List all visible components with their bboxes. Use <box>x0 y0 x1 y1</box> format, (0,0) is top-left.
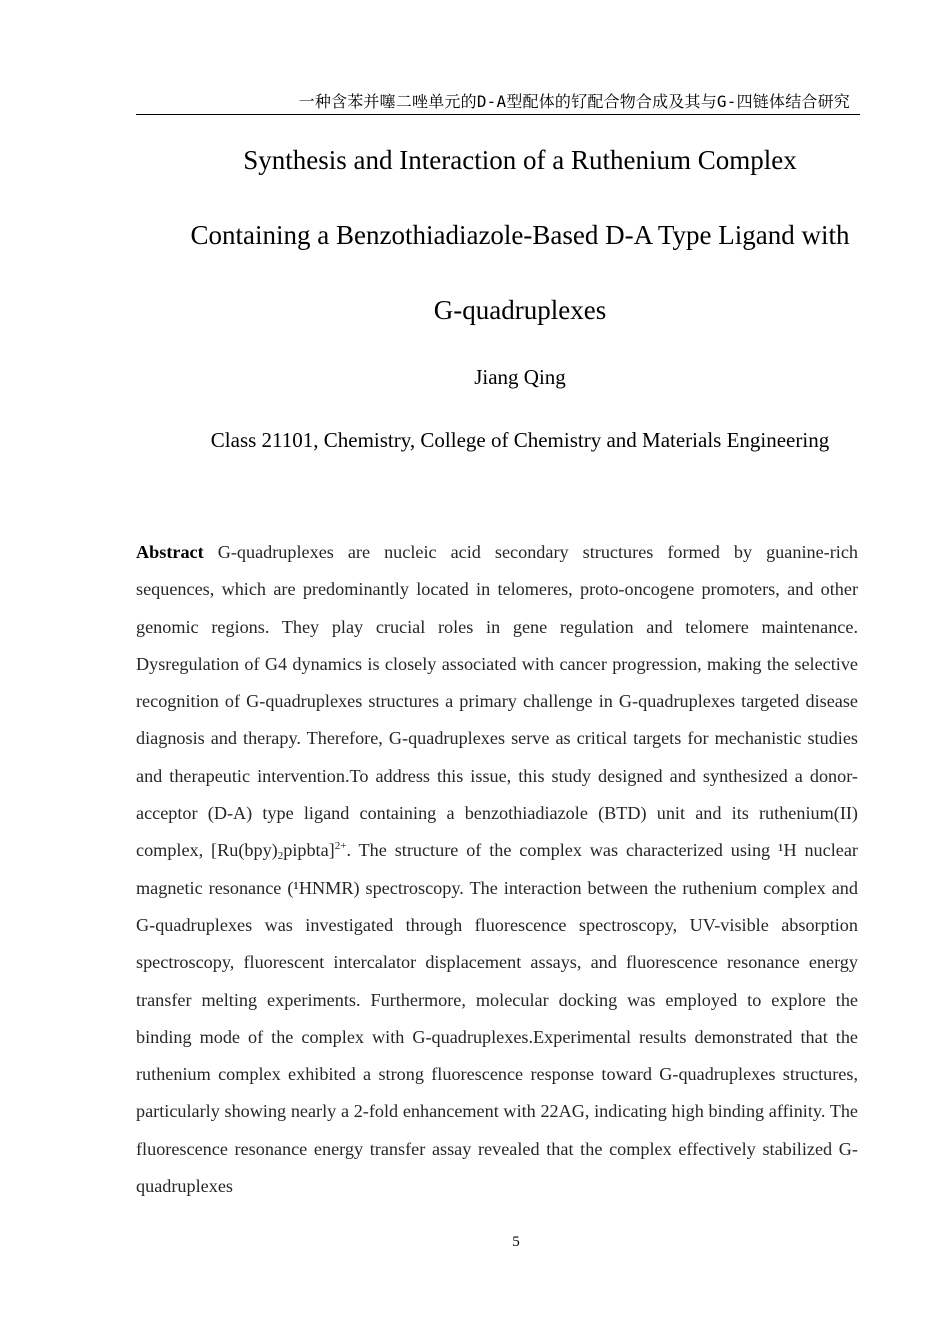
paper-title <box>136 123 904 348</box>
running-header: 一种含苯并噻二唑单元的D-A型配体的钌配合物合成及其与G-四链体结合研究 <box>298 92 850 111</box>
page-number: 5 <box>512 1234 520 1250</box>
abstract-subscript: 2 <box>277 850 284 863</box>
abstract-paragraph <box>136 534 858 1205</box>
abstract-text-1: G-quadruplexes are nucleic acid secondary structures formed by guanine-rich sequences, which are predominantly located in telomeres, proto-oncogene promoters, and other genomic regions. They play crucial roles in gene regulation and telomere maintenance. Dysregulation of G4 dynamics is closely associated with cancer progression, making the selective recognition of G-quadruplexes structures a primary challenge in G-quadruplexes targeted disease diagnosis and therapy. Therefore, G-quadruplexes serve as critical targets for mechanistic studies and therapeutic intervention.To address this issue, this study designed and synthesized a donor-acceptor (D-A) type ligand containing a benzothiadiazole (BTD) unit and its ruthenium(II) complex, [Ru(bpy) <box>136 542 858 861</box>
title-line-3: G-quadruplexes <box>433 295 607 325</box>
header-rule <box>136 114 860 115</box>
abstract-text-3: . The structure of the complex was characterized using ¹H nuclear magnetic resonance (¹HNMR) spectroscopy. The interaction between the ruthenium complex and G-quadruplexes was investigated through fluorescence spectroscopy, UV-visible absorption spectroscopy, fluorescent intercalator displacement assays, and fluorescence resonance energy transfer melting experiments. Furthermore, molecular docking was employed to explore the binding mode of the complex with G-quadruplexes.Experimental results demonstrated that the ruthenium complex exhibited a strong fluorescence response toward G-quadruplexes structures, particularly showing nearly a 2-fold enhancement with 22AG, indicating high binding affinity. The fluorescence resonance energy transfer assay revealed that the complex effectively stabilized G-quadruplexes <box>136 840 858 1197</box>
abstract-text-2: pipbta] <box>283 840 335 861</box>
title-line-2: Containing a Benzothiadiazole-Based D-A Type Ligand with <box>190 220 850 250</box>
title-line-1: Synthesis and Interaction of a Ruthenium Complex <box>243 145 797 175</box>
abstract-superscript: 2+ <box>334 840 347 853</box>
author-affiliation: Class 21101, Chemistry, College of Chemistry and Materials Engineering <box>210 428 830 452</box>
author-name: Jiang Qing <box>474 365 566 389</box>
abstract-label: Abstract <box>136 542 204 562</box>
